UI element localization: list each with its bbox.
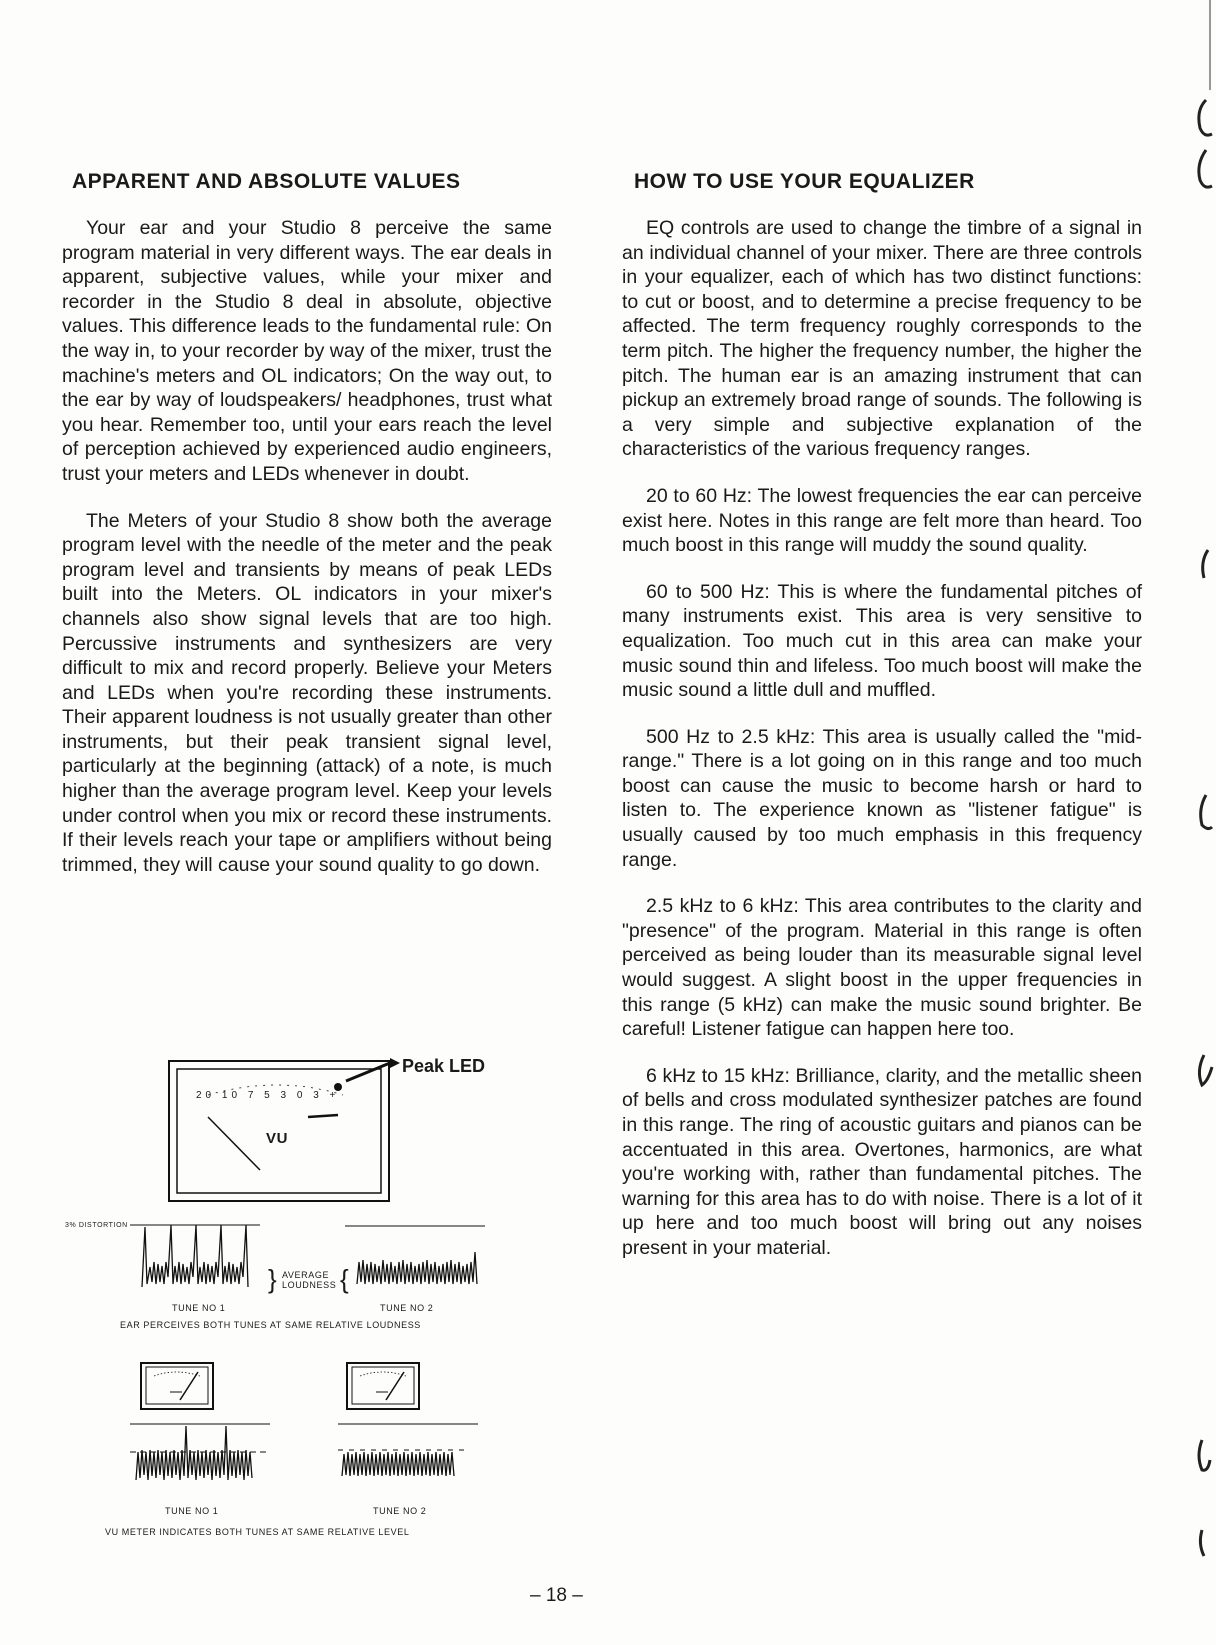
tune1-waveform: [140, 1222, 265, 1292]
tune2-waveform: [355, 1222, 485, 1292]
small-vu-meter-1: [140, 1362, 214, 1410]
paragraph: 20 to 60 Hz: The lowest frequencies the ear can perceive exist here. Notes in this range are felt more than heard. Too much boost in this range will muddy the sound quality.: [622, 484, 1142, 557]
scale-mark: 5: [264, 1090, 274, 1101]
paragraph: 2.5 kHz to 6 kHz: This area contributes to the clarity and "presence" of the program. Material in this range is often perceived as being louder than its measurable signal level would suggest. A slight boost in the upper frequencies in this range (5 kHz) can make the music sound brighter. Be careful! Listener fatigue can happen here too.: [622, 895, 1142, 1041]
scale-mark: 0: [296, 1090, 307, 1101]
ear-caption: EAR PERCEIVES BOTH TUNES AT SAME RELATIVE LOUDNESS: [120, 1320, 421, 1330]
scale-mark: 10: [221, 1090, 242, 1101]
paragraph: Your ear and your Studio 8 perceive the same program material in very different ways. The ear deals in apparent, subjective values, while your mixer and recorder in the Studio 8 deal in absolute, objective values. This difference leads to the fundamental rule: On the way in, to your recorder by way of the mixer, trust the machine's meters and OL indicators; On the way out, to the ear by way of loudspeakers/ headphones, trust what you hear. Remember too, until your ears reach the level of perception achieved by experienced audio engineers, trust your meters and LEDs whenever in doubt.: [62, 217, 552, 485]
brace-right: {: [340, 1264, 350, 1294]
right-column: [622, 170, 1142, 1283]
peak-led-label: Peak LED: [402, 1056, 486, 1076]
scale-mark: 20: [196, 1090, 216, 1101]
page-number: – 18 –: [530, 1585, 583, 1606]
paragraph: 500 Hz to 2.5 kHz: This area is usually called the "mid-range." There is a lot going on in this range and too much boost can cause the music to become harsh or hard to listen to. The experience known as "listener fatigue" is usually caused by too much emphasis in this frequency range.: [622, 725, 1142, 871]
tune1-label-top: TUNE NO 1: [172, 1303, 226, 1313]
vu-label: VU: [266, 1130, 289, 1147]
tune1-label-bottom: TUNE NO 1: [165, 1506, 219, 1516]
small-vu-meter-2: [346, 1362, 420, 1410]
left-column: [62, 170, 552, 899]
tune2-level-waveform: [338, 1420, 478, 1485]
paragraph: 6 kHz to 15 kHz: Brilliance, clarity, and the metallic sheen of bells and cross modulated synthesizer patches are found in this range. The ring of acoustic guitars and pianos can be accentuated in this area. Overtones, harmonics, are what you're working with, rather than fundamental pitches. The warning for this area has to do with noise. There is a lot of it up here and too much boost will bring out any noises present in your material.: [622, 1064, 1142, 1259]
distortion-label: 3% DISTORTION: [65, 1222, 128, 1229]
section-title-apparent-absolute: APPARENT AND ABSOLUTE VALUES: [72, 170, 461, 193]
tune1-level-waveform: [130, 1420, 270, 1485]
paragraph: EQ controls are used to change the timbre of a signal in an individual channel of your mixer. There are three controls in your equalizer, each of which has two distinct functions: to cut or boost, and to determine a precise frequency to be affected. The term frequency roughly corresponds to the term pitch. The higher the frequency number, the higher the pitch. The human ear is an amazing instrument that can pickup an extremely broad range of sounds. The following is a very simple and subjective explanation of the characteristics of the various frequency ranges.: [622, 217, 1142, 461]
section-title-equalizer: HOW TO USE YOUR EQUALIZER: [634, 170, 975, 193]
paragraph: The Meters of your Studio 8 show both the average program level with the needle of the meter and the peak program level and transients by means of peak LEDs built into the Meters. OL indicators in your mixer's channels also show signal levels that are too high. Percussive instruments and synthesizers are very difficult to mix and record properly. Believe your Meters and LEDs when you're recording these instruments. Their apparent loudness is not usually greater than other instruments, but their peak transient signal level, particularly at the beginning (attack) of a note, is much higher than the average program level. Keep your levels under control when you mix or record these instruments. If their levels reach your tape or amplifiers without being trimmed, they will cause your sound quality to go down.: [62, 509, 552, 876]
paragraph: 60 to 500 Hz: This is where the fundamental pitches of many instruments exist. This area is very sensitive to equalization. Too much cut in this area can make your music sound thin and lifeless. Too much boost will make the music sound a little dull and muffled.: [622, 580, 1142, 702]
scale-mark: 7: [247, 1090, 258, 1101]
tune2-label-top: TUNE NO 2: [380, 1303, 434, 1313]
binding-rings-decoration: [1180, 0, 1216, 1645]
average-loudness-line2: LOUDNESS: [282, 1280, 337, 1290]
tune2-label-bottom: TUNE NO 2: [373, 1506, 427, 1516]
vu-caption: VU METER INDICATES BOTH TUNES AT SAME RELATIVE LEVEL: [105, 1527, 410, 1537]
scale-mark: 3: [313, 1090, 323, 1101]
average-loudness-line1: AVERAGE: [282, 1270, 330, 1280]
meter-scale: [196, 1090, 339, 1101]
brace-left: }: [268, 1264, 278, 1294]
scale-mark: 3: [280, 1090, 291, 1101]
scale-mark: +: [329, 1090, 340, 1101]
